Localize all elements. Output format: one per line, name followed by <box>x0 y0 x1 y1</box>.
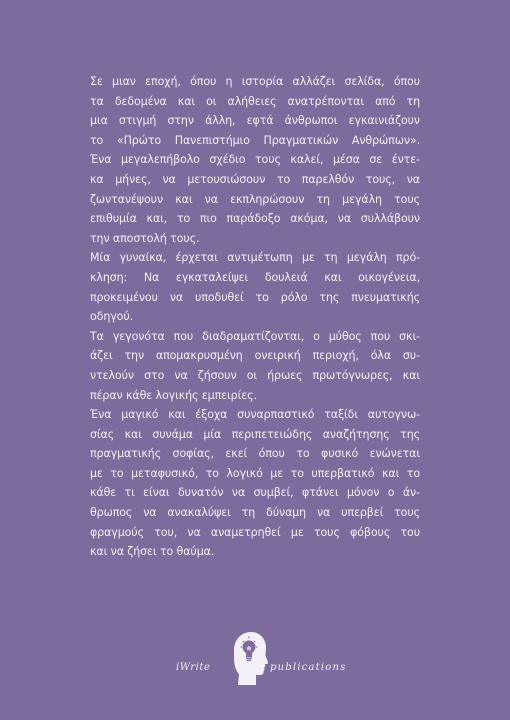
text-line: το «Πρώτο Πανεπιστήμιο Πραγματικών Ανθρώπων». <box>90 133 420 147</box>
text-line: κα μήνες, να μετουσιώσουν το παρελθόν τους, να <box>90 172 420 186</box>
text-line: άζει την απομακρυσμένη ονειρική περιοχή, όλα συ- <box>90 349 420 363</box>
text-line: θρωπος να ανακαλύψει τη δύναμη να υπερβεί τους <box>90 506 420 520</box>
text-line: μια στιγμή στην άλλη, εφτά άνθρωποι εγκαινιάζουν <box>90 114 420 128</box>
publisher-footer <box>0 626 510 686</box>
text-line: ντελούν στο να ζήσουν οι ήρωες πρωτόγνωρες, και <box>90 368 420 382</box>
text-line: οδηγού. <box>90 310 134 324</box>
text-line: και να ζήσει το θαύμα. <box>90 545 215 559</box>
text-line: με το μεταφυσικό, το λογικό με το υπερβατικό και το <box>90 466 420 480</box>
text-line: Σε μιαν εποχή, όπου η ιστορία αλλάζει σελίδα, όπου <box>90 75 420 88</box>
text-line: Ένα μεγαλεπήβολο σχέδιο τους καλεί, μέσα σε έντε- <box>90 153 420 167</box>
text-line: Ένα μαγικό και έξοχα συναρπαστικό ταξίδι αυτογνω- <box>90 408 420 422</box>
text-line: πέραν κάθε λογικής εμπειρίες. <box>90 388 257 402</box>
text-line: Μία γυναίκα, έρχεται αντιμέτωπη με τη μεγάλη πρό- <box>90 251 420 265</box>
text-line: φραγμούς του, να αναμετρηθεί με τους φόβους του <box>90 525 420 539</box>
text-line: Τα γεγονότα που διαδραματίζονται, ο μύθος που σκι- <box>90 329 420 343</box>
head-lightbulb-icon <box>228 630 268 686</box>
text-line: τα δεδομένα και οι αλήθειες ανατρέπονται από τη <box>90 94 420 108</box>
publisher-name-right: publications <box>270 662 347 673</box>
text-line: επιθυμία και, το πιο παράδοξο ακόμα, να συλλάβουν <box>90 212 420 226</box>
text-line: κληση: Να εγκαταλείψει δουλειά και οικογένεια, <box>90 270 420 284</box>
publisher-name-left: iWrite <box>176 662 211 673</box>
text-line: την αποστολή τους. <box>90 231 200 245</box>
text-line: προκειμένου να υποδυθεί το ρόλο της πνευματικής <box>90 290 420 304</box>
text-line: πραγματικής σοφίας, εκεί όπου το φυσικό ενώνεται <box>90 447 420 461</box>
text-line: κάθε τι είναι δυνατόν να συμβεί, φτάνει μόνον ο άν- <box>90 486 420 500</box>
text-line: ζωντανέψουν και να εκπληρώσουν τη μεγάλη τους <box>90 192 420 206</box>
text-line: σίας και συνάμα μία περιπετειώδης αναζήτησης της <box>90 427 420 441</box>
blurb-text <box>90 72 420 562</box>
